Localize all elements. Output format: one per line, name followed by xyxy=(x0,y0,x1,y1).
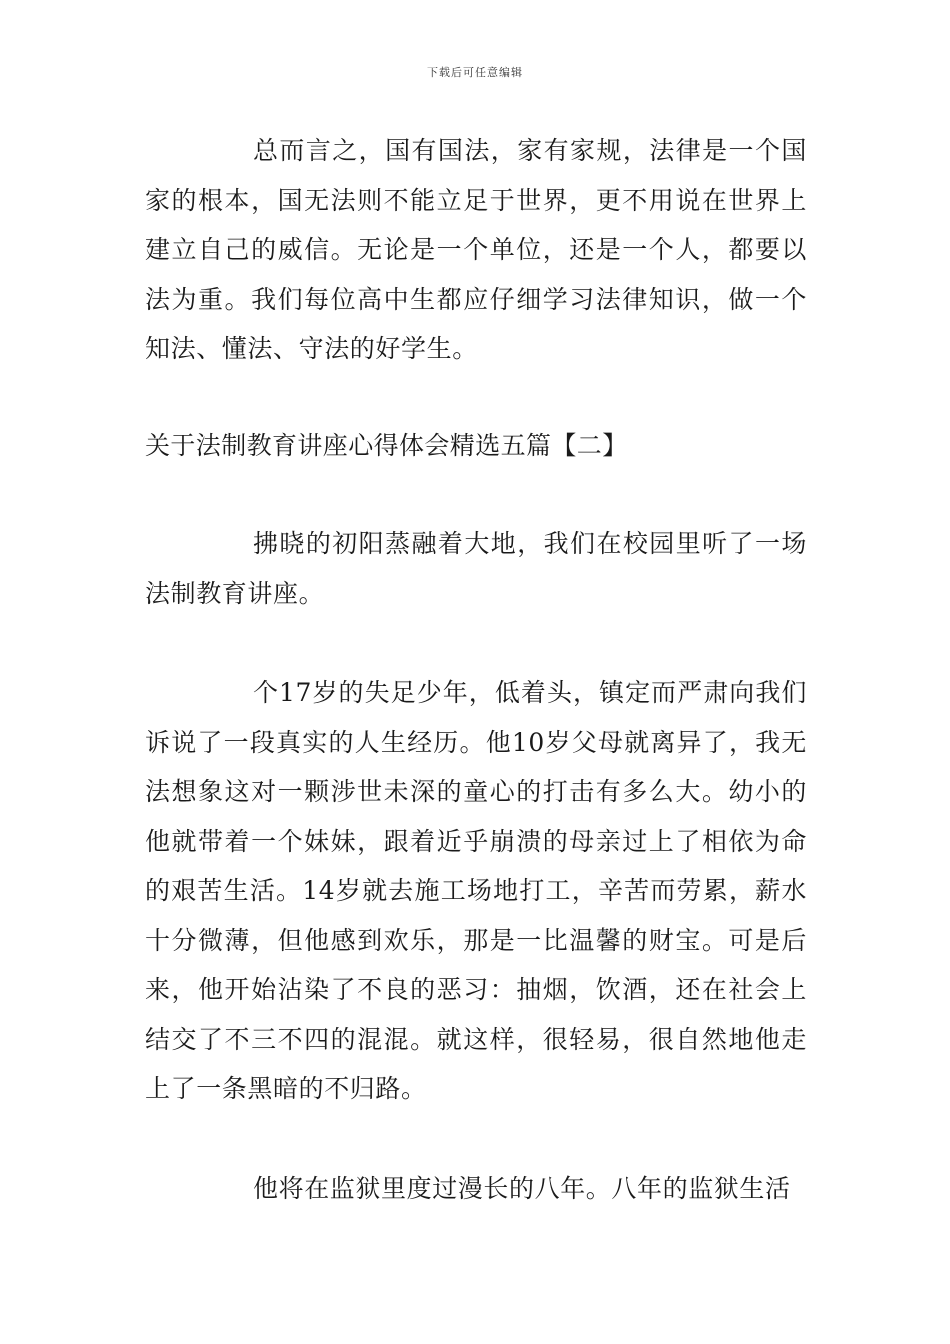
paragraph-spacer xyxy=(145,470,807,519)
paragraph-story: 个17岁的失足少年，低着头，镇定而严肃向我们诉说了一段真实的人生经历。他10岁父母就离异了，我无法想象这对一颗涉世未深的童心的打击有多么大。幼小的他就带着一个妹妹，跟着近乎崩溃的母亲过上了相依为命的艰苦生活。14岁就去施工场地打工，辛苦而劳累，薪水十分微薄，但他感到欢乐，那是一比温馨的财宝。可是后来，他开始沾染了不良的恶习：抽烟，饮酒，还在社会上结交了不三不四的混混。就这样，很轻易，很自然地他走上了一条黑暗的不归路。 xyxy=(145,678,807,1103)
paragraph-spacer xyxy=(145,1114,807,1164)
document-body xyxy=(145,126,807,1213)
paragraph-conclusion: 总而言之，国有国法，家有家规，法律是一个国家的根本，国无法则不能立足于世界，更不用说在世界上建立自己的威信。无论是一个单位，还是一个人，都要以法为重。我们每位高中生都应仔细学习法律知识，做一个知法、懂法、守法的好学生。 xyxy=(145,136,807,363)
paragraph-prison: 他将在监狱里度过漫长的八年。八年的监狱生活 xyxy=(253,1173,791,1203)
paragraph-spacer xyxy=(145,618,807,668)
paragraph-intro: 拂晓的初阳蒸融着大地，我们在校园里听了一场法制教育讲座。 xyxy=(145,529,807,608)
page-header-note: 下载后可任意编辑 xyxy=(427,66,523,79)
section-heading: 关于法制教育讲座心得体会精选五篇【二】 xyxy=(145,430,628,460)
paragraph-spacer xyxy=(145,374,807,421)
